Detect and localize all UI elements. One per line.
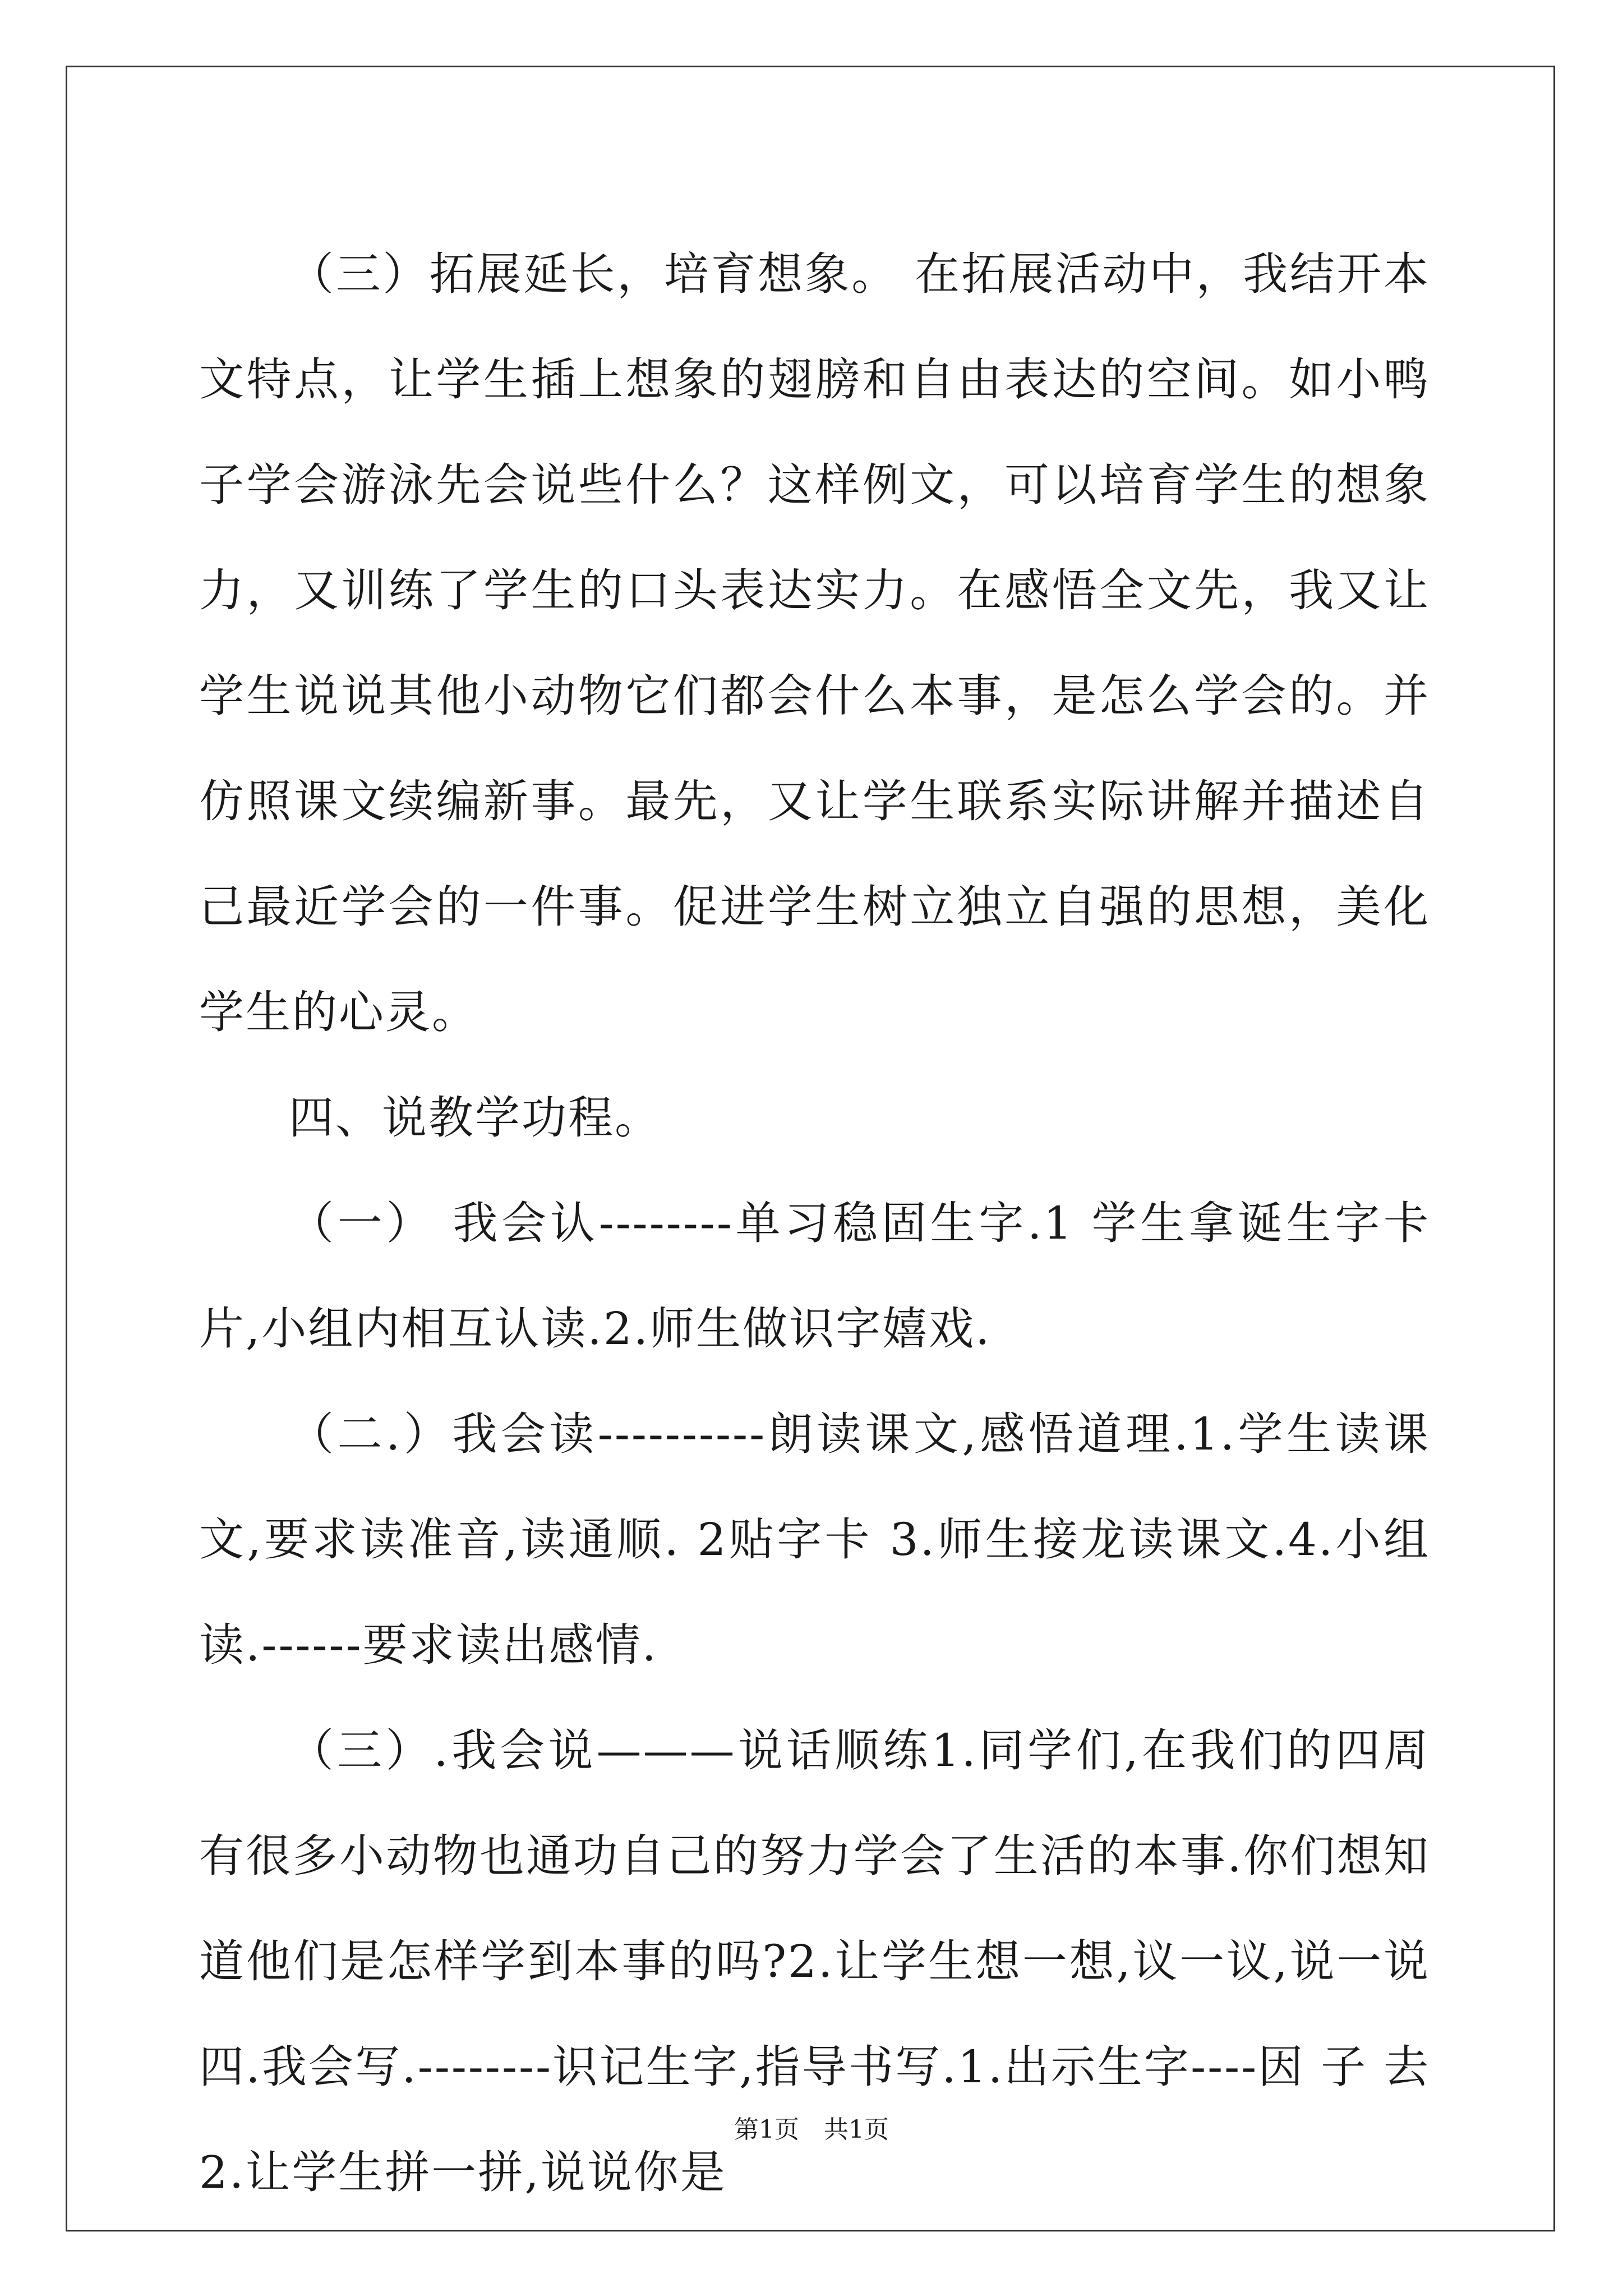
paragraph-2: 四、说教学功程。 <box>289 1092 661 1144</box>
page-footer: 第1页 共1页 <box>734 2115 889 2144</box>
paragraph-4: （二.）我会读----------朗读课文,感悟道理.1.学生读课文,要求读准音,读通顺. 2贴字卡 3.师生接龙读课文.4.小组读.------要求读出感情. <box>199 1408 1430 1671</box>
paragraph-1: （三）拓展延长，培育想象。 在拓展活动中，我结开本文特点，让学生插上想象的翅膀和自由表达的空间。如小鸭子学会游泳先会说些什么？这样例文，可以培育学生的想象力，又训练了学生的口头表达实力。在感悟全文先，我又让学生说说其他小动物它们都会什么本事，是怎么学会的。并仿照课文续编新事。最先，又让学生联系实际讲解并描述自己最近学会的一件事。促进学生树立独立自强的思想，美化学生的心灵。 <box>199 248 1430 1038</box>
paragraph-3: （一） 我会认--------单习稳固生字.1 学生拿诞生字卡片,小组内相互认读.2.师生做识字嬉戏. <box>199 1197 1430 1355</box>
document-body <box>199 222 1430 2225</box>
paragraph-5: （三）.我会说———说话顺练1.同学们,在我们的四周有很多小动物也通功自己的努力学会了生活的本事.你们想知道他们是怎样学到本事的吗?2.让学生想一想,议一议,说一说四.我会写.--------识记生字,指导书写.1.出示生字----因 子 去2.让学生拼一拼,说说你是 <box>199 1724 1430 2198</box>
